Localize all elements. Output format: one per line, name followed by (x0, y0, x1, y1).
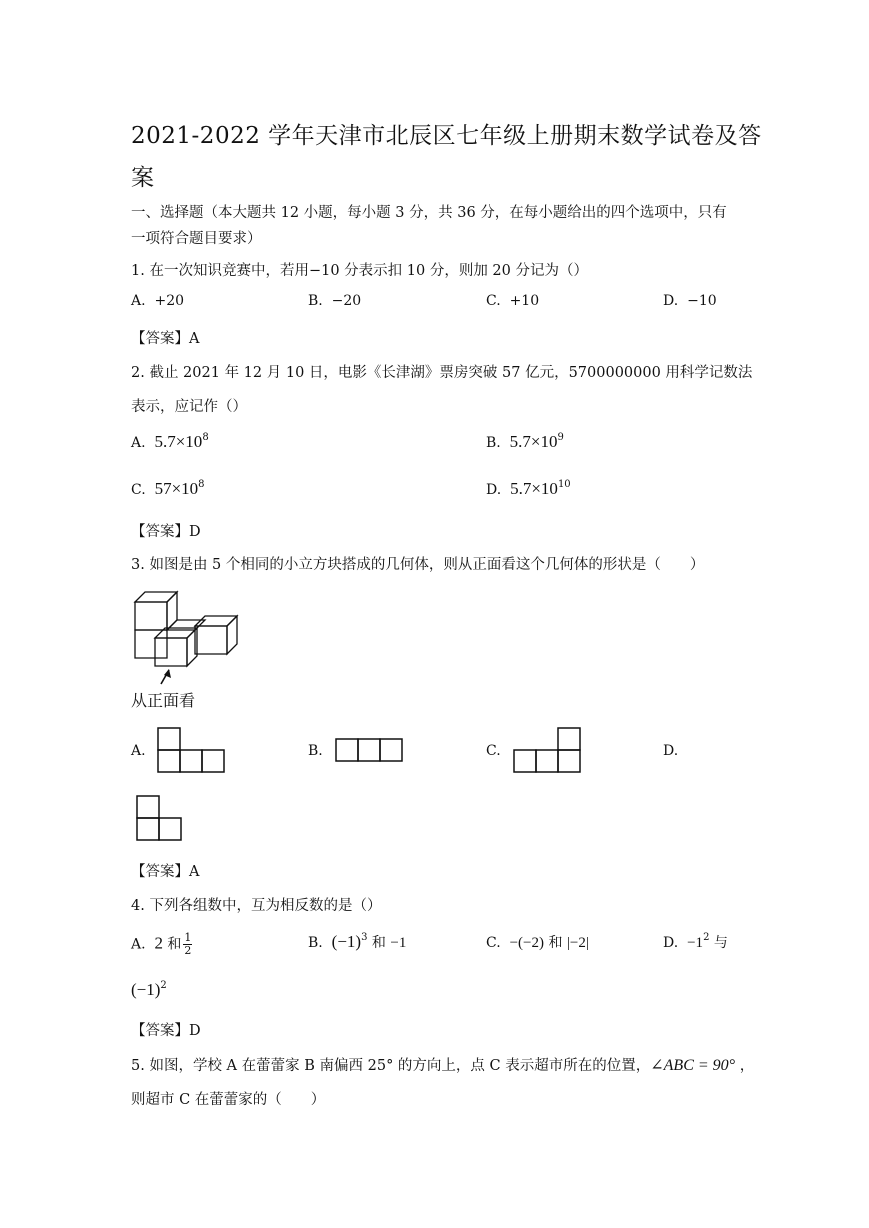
q3-answer: 【答案】A (131, 864, 200, 880)
q1-stem: 1. 在一次知识竞赛中，若用−10 分表示扣 10 分，则加 20 分记为（） (131, 263, 588, 279)
q2-stem-line2: 表示，应记作（） (131, 399, 247, 415)
q4-option-c: C. −(−2) 和 |−2| (486, 935, 589, 951)
q3-option-d-label: D. (663, 743, 679, 759)
q3-option-a-figure (156, 726, 228, 774)
q4-option-b: B. $(-1)^3$ 和 −1 (308, 932, 407, 951)
q2-answer: 【答案】D (131, 524, 201, 540)
q4-stem: 4. 下列各组数中，互为相反数的是（） (131, 898, 382, 914)
q2-option-c: C. $57\times 10^8$ (131, 479, 205, 498)
q3-stem: 3. 如图是由 5 个相同的小立方块搭成的几何体，则从正面看这个几何体的形状是（ ） (131, 557, 705, 573)
q2-option-d: D. $5.7\times 10^{10}$ (486, 479, 571, 498)
q2-option-a: A. $5.7\times 10^8$ (131, 432, 209, 451)
q4-option-d-continued: $(-1)^2$ (131, 980, 167, 999)
figure-caption: 从正面看 (131, 691, 196, 710)
q1-option-a: A. +20 (131, 293, 185, 309)
section-header-line1: 一、选择题（本大题共 12 小题，每小题 3 分，共 36 分，在每小题给出的四个选项中，只有 (131, 205, 727, 221)
q3-option-b-label: B. (308, 743, 323, 759)
q3-option-c-figure (512, 726, 584, 774)
q4-option-d: D. $-1^2$ 与 (663, 932, 728, 951)
q1-option-b: B. −20 (308, 293, 362, 309)
doc-title-line2: 案 (131, 165, 155, 191)
q3-option-a-label: A. (131, 743, 146, 759)
q1-answer: 【答案】A (131, 331, 200, 347)
cube-solid-figure (131, 590, 241, 690)
q1-option-c: C. +10 (486, 293, 540, 309)
q4-answer: 【答案】D (131, 1023, 201, 1039)
q5-stem-line1: 5. 如图，学校 A 在蕾蕾家 B 南偏西 25° 的方向上，点 C 表示超市所在的位置，∠ABC = 90° ， (131, 1057, 755, 1074)
q1-option-d: D. −10 (663, 293, 717, 309)
q2-stem-line1: 2. 截止 2021 年 12 月 10 日，电影《长津湖》票房突破 57 亿元，5700000000 用科学记数法 (131, 365, 753, 381)
q2-option-b: B. $5.7\times 10^9$ (486, 432, 564, 451)
q3-option-d-figure (135, 794, 185, 844)
fraction: $\frac{1}{2}$ (184, 931, 192, 957)
q3-option-c-label: C. (486, 743, 501, 759)
q5-stem-line2: 则超市 C 在蕾蕾家的（ ） (131, 1092, 326, 1108)
angle-expression: ∠ABC = 90° (650, 1057, 736, 1074)
section-header-line2: 一项符合题目要求） (131, 231, 262, 247)
q4-option-a: A. 2 和 $\frac{1}{2}$ (131, 931, 192, 957)
doc-title-line1: 2021-2022 学年天津市北辰区七年级上册期末数学试卷及答 (131, 123, 762, 149)
q3-option-b-figure (334, 737, 406, 765)
